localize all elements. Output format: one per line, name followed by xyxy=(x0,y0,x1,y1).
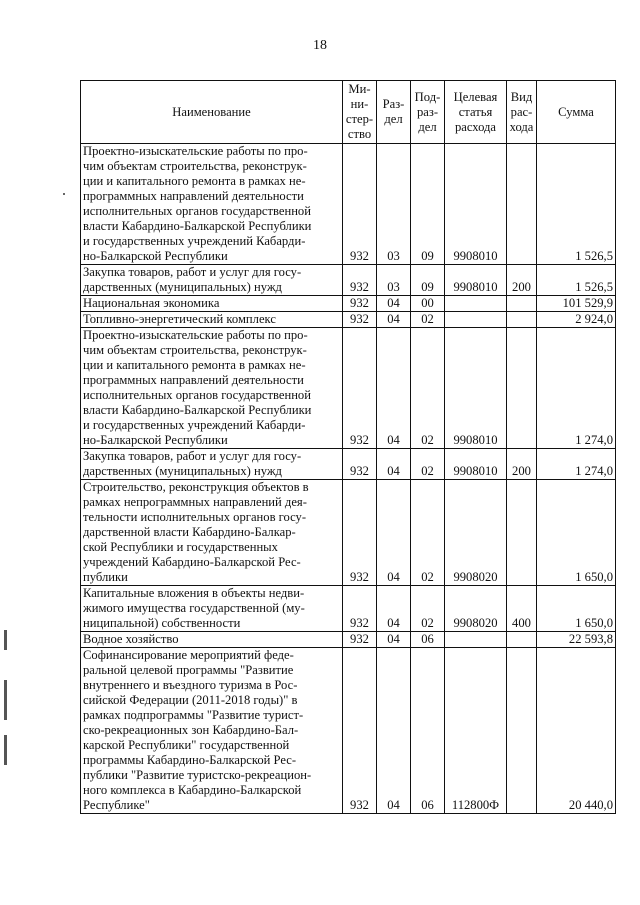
row-expense-type: 400 xyxy=(507,586,537,632)
row-section: 04 xyxy=(377,296,411,312)
row-subsection: 09 xyxy=(411,265,445,296)
row-name: Капитальные вложения в объекты недви- жимого имущества государственной (му- ниципальной) собственности xyxy=(81,586,343,632)
row-ministry: 932 xyxy=(343,312,377,328)
header-ministry: Ми- ни- стер- ство xyxy=(343,81,377,144)
row-sum: 1 650,0 xyxy=(537,586,616,632)
side-scan-mark xyxy=(4,630,7,650)
row-subsection: 09 xyxy=(411,144,445,265)
row-expense-type xyxy=(507,480,537,586)
row-name: Водное хозяйство xyxy=(81,632,343,648)
row-name: Проектно-изыскательские работы по про- чим объектам строительства, реконструк- ции и капитального ремонта в рамках не- программных направлений деятельности исполнительных органов государственной власти Кабардино-Балкарской Республики и государственных учреждений Кабарди- но-Балкарской Республики xyxy=(81,328,343,449)
row-name: Проектно-изыскательские работы по про- чим объектам строительства, реконструк- ции и капитального ремонта в рамках не- программных направлений деятельности исполнительных органов государственной власти Кабардино-Балкарской Республики и государственных учреждений Кабарди- но-Балкарской Республики xyxy=(81,144,343,265)
table-row xyxy=(81,586,616,632)
row-ministry: 932 xyxy=(343,144,377,265)
row-subsection: 02 xyxy=(411,480,445,586)
row-expense-type: 200 xyxy=(507,449,537,480)
row-subsection: 02 xyxy=(411,312,445,328)
row-target: 9908010 xyxy=(445,144,507,265)
table-row xyxy=(81,632,616,648)
header-section: Раз- дел xyxy=(377,81,411,144)
header-name: Наименование xyxy=(81,81,343,144)
row-name: Строительство, реконструкция объектов в рамках непрограммных направлений дея- тельности исполнительных органов госу- дарственной власти Кабардино-Балкар- ской Республики и государственных учреждений Кабардино-Балкарской Рес- публики xyxy=(81,480,343,586)
row-target: 9908020 xyxy=(445,586,507,632)
row-name: Топливно-энергетический комплекс xyxy=(81,312,343,328)
row-ministry: 932 xyxy=(343,480,377,586)
side-scan-mark xyxy=(4,735,7,765)
row-expense-type xyxy=(507,632,537,648)
row-subsection: 02 xyxy=(411,586,445,632)
row-expense-type: 200 xyxy=(507,265,537,296)
row-expense-type xyxy=(507,312,537,328)
row-target: 9908010 xyxy=(445,265,507,296)
margin-dot xyxy=(63,193,65,195)
row-target xyxy=(445,632,507,648)
table-row xyxy=(81,648,616,814)
row-name: Закупка товаров, работ и услуг для госу- дарственных (муниципальных) нужд xyxy=(81,265,343,296)
row-sum: 1 274,0 xyxy=(537,449,616,480)
row-target xyxy=(445,296,507,312)
row-section: 04 xyxy=(377,632,411,648)
row-ministry: 932 xyxy=(343,328,377,449)
header-expense-type: Вид рас- хода xyxy=(507,81,537,144)
row-sum: 1 274,0 xyxy=(537,328,616,449)
header-subsection: Под- раз- дел xyxy=(411,81,445,144)
table-row xyxy=(81,296,616,312)
row-section: 03 xyxy=(377,265,411,296)
row-target: 9908020 xyxy=(445,480,507,586)
row-sum: 20 440,0 xyxy=(537,648,616,814)
row-section: 04 xyxy=(377,586,411,632)
row-ministry: 932 xyxy=(343,648,377,814)
budget-table xyxy=(80,80,616,814)
side-scan-mark xyxy=(4,680,7,720)
row-target: 9908010 xyxy=(445,449,507,480)
row-section: 04 xyxy=(377,328,411,449)
row-subsection: 06 xyxy=(411,632,445,648)
row-name: Софинансирование мероприятий феде- ральной целевой программы "Развитие внутреннего и въездного туризма в Рос- сийской Федерации (2011-2018 годы)" в рамках подпрограммы "Развитие турист- ско-рекреационных зон Кабардино-Бал- карской Республики" государственной программы Кабардино-Балкарской Рес- публики "Развитие туристско-рекреацион- ного комплекса в Кабардино-Балкарской Республике" xyxy=(81,648,343,814)
page-number: 18 xyxy=(313,38,327,53)
row-expense-type xyxy=(507,328,537,449)
row-section: 03 xyxy=(377,144,411,265)
row-ministry: 932 xyxy=(343,586,377,632)
row-sum: 101 529,9 xyxy=(537,296,616,312)
row-subsection: 00 xyxy=(411,296,445,312)
row-ministry: 932 xyxy=(343,632,377,648)
row-sum: 1 526,5 xyxy=(537,144,616,265)
table-row xyxy=(81,449,616,480)
table-row xyxy=(81,312,616,328)
row-sum: 2 924,0 xyxy=(537,312,616,328)
row-section: 04 xyxy=(377,312,411,328)
row-section: 04 xyxy=(377,480,411,586)
row-name: Национальная экономика xyxy=(81,296,343,312)
row-ministry: 932 xyxy=(343,296,377,312)
row-subsection: 06 xyxy=(411,648,445,814)
row-sum: 22 593,8 xyxy=(537,632,616,648)
row-expense-type xyxy=(507,648,537,814)
header-target: Целевая статья расхода xyxy=(445,81,507,144)
row-section: 04 xyxy=(377,449,411,480)
row-target: 9908010 xyxy=(445,328,507,449)
row-ministry: 932 xyxy=(343,265,377,296)
row-expense-type xyxy=(507,296,537,312)
row-expense-type xyxy=(507,144,537,265)
table-header-row xyxy=(81,81,616,144)
row-ministry: 932 xyxy=(343,449,377,480)
row-target xyxy=(445,312,507,328)
row-section: 04 xyxy=(377,648,411,814)
row-sum: 1 650,0 xyxy=(537,480,616,586)
row-target: 112800Ф xyxy=(445,648,507,814)
row-subsection: 02 xyxy=(411,449,445,480)
row-name: Закупка товаров, работ и услуг для госу- дарственных (муниципальных) нужд xyxy=(81,449,343,480)
row-sum: 1 526,5 xyxy=(537,265,616,296)
table-row xyxy=(81,144,616,265)
table-row xyxy=(81,265,616,296)
table-row xyxy=(81,480,616,586)
row-subsection: 02 xyxy=(411,328,445,449)
header-sum: Сумма xyxy=(537,81,616,144)
table-row xyxy=(81,328,616,449)
